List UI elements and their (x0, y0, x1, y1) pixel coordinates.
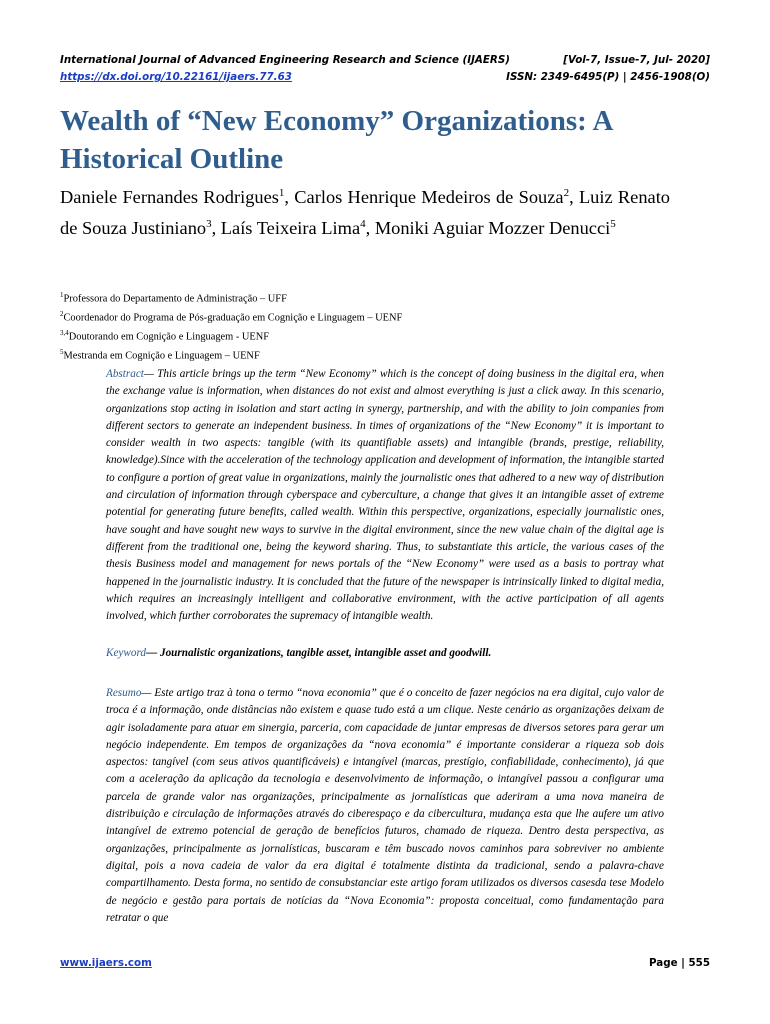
abstract-text: — This article brings up the term “New Economy” which is the concept of doing business in the digital era, when the exchange value is information, when distances do not exist and almost everything is just a click away. In this scenario, organizations stop acting in isolation and start acting in synergy, partnership, and with the ability to join companies from different sectors to generate an independent business. In times of organizations of the “New Economy” it is important to consider wealth in two aspects: tangible (with its quantifiable assets) and intangible (brands, prestige, reliability, knowledge).Since with the acceleration of the technology application and development of information, the intangible started to configure a portion of great value in organizations, mainly the journalistic ones that adhered to a new way of distribution and circulation of information through cyberspace and cyberculture, a change that gives it an intangible asset of extreme potential for generating future benefits, called wealth. Within this perspective, organizations, especially journalistic ones, have sought and have sought new ways to survive in the digital environment, since the new value chain of the digital age is different from the traditional one, being the keyword sharing. Thus, to substantiate this article, the various cases of the thesis Business model and management for news portals of the “New Economy” were used as a basis to portray what happened in the journalistic industry. It is concluded that the future of the newspaper is intrinsically linked to digital media, which requires an increasingly intelligent and collaborative environment, with the active participation of all agents involved, which further corroborates the supremacy of intangible wealth. (106, 368, 664, 623)
journal-name: International Journal of Advanced Engineering Research and Science (IJAERS) (60, 54, 510, 66)
resumo (106, 685, 664, 927)
author: Carlos Henrique Medeiros de Souza$^2$ (294, 187, 570, 208)
keyword-text: — Journalistic organizations, tangible asset, intangible asset and goodwill. (145, 647, 492, 659)
affiliation-item: $^5$Mestranda em Cognição e Linguagem – UENF (60, 347, 260, 362)
affiliation-item: $^{3,4}$Doutorando em Cognição e Linguagem - UENF (60, 328, 270, 343)
author: Daniele Fernandes Rodrigues$^1$ (60, 187, 285, 208)
author: Luiz Renato de Souza Justiniano$^3$ (60, 187, 670, 239)
author-list: Daniele Fernandes Rodrigues$^1$, Carlos Henrique Medeiros de Souza$^2$, Luiz Renato de Souza Justiniano$^3$, Laís Teixeira Lima$^4$, Moniki Aguiar Mozzer Denucci$^5$ (60, 187, 670, 239)
site-link[interactable]: www.ijaers.com (60, 957, 152, 969)
paper-title: Wealth of “New Economy” Organizations: A Historical Outline (60, 105, 612, 175)
page-number: Page | 555 (649, 957, 710, 969)
keywords (106, 645, 664, 662)
abstract (106, 366, 664, 625)
author: Moniki Aguiar Mozzer Denucci$^5$ (374, 218, 616, 239)
volume-info: [Vol-7, Issue-7, Jul- 2020] (563, 54, 710, 66)
affiliation-item: $^2$Coordenador do Programa de Pós-graduação em Cognição e Linguagem – UENF (60, 309, 403, 324)
keyword-label: Keyword (106, 647, 146, 659)
affiliations (60, 288, 660, 364)
issn-info: ISSN: 2349-6495(P) | 2456-1908(O) (506, 71, 710, 83)
running-header (60, 52, 710, 86)
resumo-text: — Este artigo traz à tona o termo “nova economia” que é o conceito de fazer negócios na era digital, cujo valor de troca é a informação, onde distâncias não existem e quase tudo está a um clique. Neste cenário as organizações deixam de agir isoladamente para atuar em sinergia, parceria, com capacidade de juntar empresas de diversos setores para gerar um negócio independente. Em tempos de organizações da “nova economia” é importante considerar a riqueza sob dois aspectos: tangível (com seus ativos quantificáveis) e intangível (marcas, prestígio, confiabilidade, conhecimento), já que com a aceleração da aplicação da tecnologia e desenvolvimento de informação, o intangível passou a configurar uma parcela de grande valor nas organizações, principalmente as jornalísticas que aderiram a uma nova maneira de distribuição e circulação de informações através do ciberespaço e da cibercultura, mudança esta que lhe aufere um ativo intangível de extremo potencial de geração de benefícios futuros, chamado de riqueza. Dentro desta perspectiva, as organizações, principalmente as jornalísticas, buscaram e têm buscado novos caminhos para sobreviver no ambiente digital, pois a nova cadeia de valor da era digital é totalmente distinta da tradicional, sendo a palavra-chave compartilhamento. Desta forma, no sentido de consubstanciar este artigo foram utilizados os diversos casesda tese Modelo de negócio e gestão para portais de notícias da “Nova Economia”: proposta conceitual, como fundamentação para retratar o que (106, 687, 664, 924)
resumo-label: Resumo (106, 687, 142, 699)
doi-link[interactable]: https://dx.doi.org/10.22161/ijaers.77.63 (60, 71, 292, 83)
page-footer (60, 957, 710, 969)
author: Laís Teixeira Lima$^4$ (220, 218, 366, 239)
abstract-label: Abstract (106, 368, 144, 380)
affiliation-item: $^1$Professora do Departamento de Administração – UFF (60, 291, 287, 305)
